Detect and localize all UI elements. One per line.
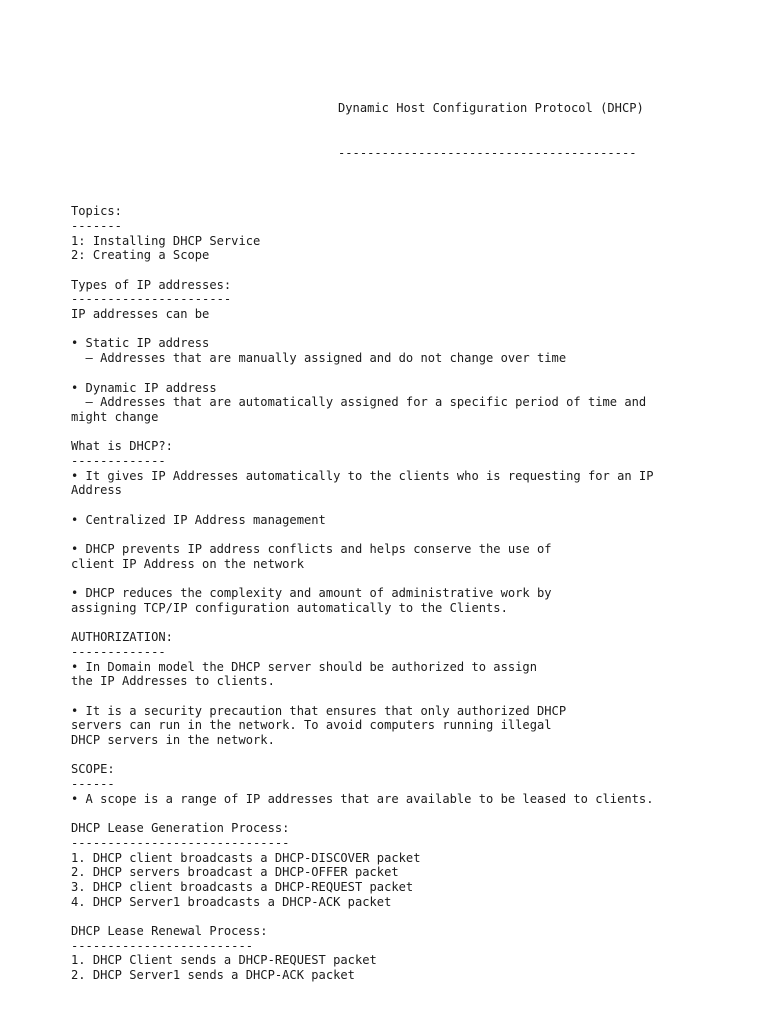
text-line: 1. DHCP Client sends a DHCP-REQUEST packet	[71, 953, 377, 968]
document-title-underline: -----------------------------------------	[338, 145, 637, 160]
text-line: ----------------------	[71, 292, 232, 307]
text-line	[71, 806, 711, 821]
text-line: • In Domain model the DHCP server should be authorized to assign	[71, 659, 537, 674]
text-line	[71, 425, 711, 440]
text-line: -------------------------	[71, 938, 254, 953]
text-line	[71, 616, 711, 631]
text-line: client IP Address on the network	[71, 556, 304, 571]
text-line: -------	[71, 218, 122, 233]
text-line: – Addresses that are automatically assigned for a specific period of time and	[71, 395, 647, 410]
document-page	[71, 72, 711, 997]
text-line: • Static IP address	[71, 336, 210, 351]
text-line: 1: Installing DHCP Service	[71, 233, 261, 248]
text-line: • It is a security precaution that ensures that only authorized DHCP	[71, 703, 567, 718]
document-title: Dynamic Host Configuration Protocol (DHCP)	[338, 101, 644, 116]
text-line: – Addresses that are manually assigned and do not change over time	[71, 351, 567, 366]
text-line	[71, 689, 711, 704]
text-line: -------------	[71, 644, 166, 659]
text-line: SCOPE:	[71, 762, 115, 777]
text-line: IP addresses can be	[71, 307, 210, 322]
text-line: assigning TCP/IP configuration automatically to the Clients.	[71, 600, 508, 615]
text-line: 3. DHCP client broadcasts a DHCP-REQUEST packet	[71, 879, 414, 894]
text-line: DHCP Lease Generation Process:	[71, 821, 290, 836]
text-line: AUTHORIZATION:	[71, 630, 173, 645]
text-line: • Dynamic IP address	[71, 380, 217, 395]
text-line: Types of IP addresses:	[71, 277, 232, 292]
text-line: the IP Addresses to clients.	[71, 674, 275, 689]
text-line	[71, 190, 711, 205]
text-line: Address	[71, 483, 122, 498]
text-line: -------------	[71, 453, 166, 468]
text-line: What is DHCP?:	[71, 439, 173, 454]
text-line	[71, 748, 711, 763]
text-line: • DHCP prevents IP address conflicts and helps conserve the use of	[71, 542, 552, 557]
text-line: 1. DHCP client broadcasts a DHCP-DISCOVER packet	[71, 850, 421, 865]
text-line: DHCP Lease Renewal Process:	[71, 923, 268, 938]
text-line: 2. DHCP Server1 sends a DHCP-ACK packet	[71, 968, 355, 983]
text-line: might change	[71, 409, 159, 424]
text-line: • DHCP reduces the complexity and amount of administrative work by	[71, 586, 552, 601]
text-line	[71, 322, 711, 337]
text-line	[71, 263, 711, 278]
text-line	[71, 498, 711, 513]
text-line: • A scope is a range of IP addresses that are available to be leased to clients.	[71, 791, 654, 806]
text-line	[71, 571, 711, 586]
text-line: servers can run in the network. To avoid computers running illegal	[71, 718, 552, 733]
text-line: • It gives IP Addresses automatically to the clients who is requesting for an IP	[71, 468, 654, 483]
text-line	[71, 909, 711, 924]
text-line: ------	[71, 777, 115, 792]
text-line	[71, 366, 711, 381]
text-line	[71, 527, 711, 542]
text-line: ------------------------------	[71, 835, 290, 850]
text-line: 4. DHCP Server1 broadcasts a DHCP-ACK packet	[71, 894, 392, 909]
text-line: 2. DHCP servers broadcast a DHCP-OFFER packet	[71, 865, 399, 880]
text-line: • Centralized IP Address management	[71, 512, 326, 527]
text-line: 2: Creating a Scope	[71, 248, 210, 263]
text-line: DHCP servers in the network.	[71, 733, 275, 748]
document-body	[71, 190, 711, 983]
text-line: Topics:	[71, 204, 122, 219]
